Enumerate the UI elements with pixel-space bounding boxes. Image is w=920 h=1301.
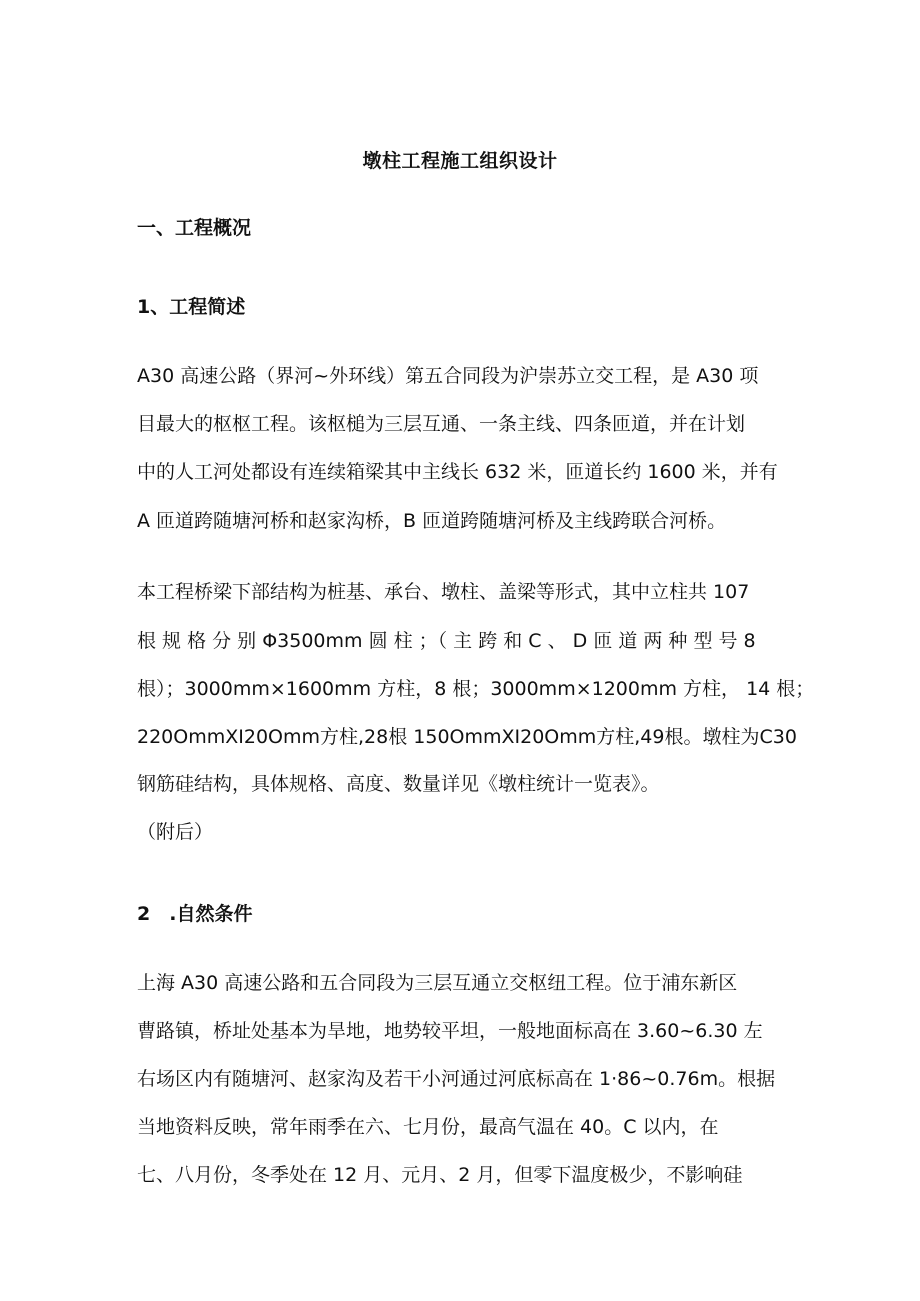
paragraph-line: 曹路镇，桥址处基本为旱地，地势较平坦，一般地面标高在 3.60~6.30 左 (137, 1020, 763, 1042)
paragraph-line: 根）；3000mm×1600mm 方柱，8 根；3000mm×1200mm 方柱， 14 根； (137, 678, 815, 700)
paragraph-line: 上海 A30 高速公路和五合同段为三层互通立交枢纽工程。位于浦东新区 (137, 972, 738, 994)
paragraph-line: A30 高速公路（界河~外环线）第五合同段为沪崇苏立交工程，是 A30 项 (137, 365, 759, 387)
paragraph-line: 当地资料反映，常年雨季在六、七月份，最高气温在 40。C 以内，在 (137, 1116, 719, 1138)
paragraph-line: 右场区内有随塘河、赵家沟及若干小河通过河底标高在 1·86~0.76m。根据 (137, 1068, 776, 1090)
subsection-heading-natural-conditions: 2 .自然条件 (137, 903, 253, 925)
paragraph-line: 根 规 格 分 别 Φ3500mm 圆 柱 ；（ 主 跨 和 C 、 D 匝 道 两 种 型 号 8 (137, 630, 756, 652)
paragraph-line: 中的人工河处都设有连续箱梁其中主线长 632 米，匝道长约 1600 米，并有 (137, 461, 778, 483)
paragraph-line: （附后） (137, 821, 214, 843)
paragraph-line: 目最大的枢枢工程。该枢槌为三层互通、一条主线、四条匝道，并在计划 (137, 413, 746, 435)
paragraph-line: 钢筋硅结构，具体规格、高度、数量详见《墩柱统计一览表》。 (137, 773, 660, 795)
paragraph-line: 本工程桥梁下部结构为桩基、承台、墩柱、盖梁等形式，其中立柱共 107 (137, 581, 750, 603)
document-title: 墩柱工程施工组织设计 (362, 150, 558, 172)
subsection-heading-summary: 1、工程简述 (137, 296, 246, 318)
paragraph-line: 220OmmXI20Omm方柱,28根 150OmmXI20Omm方柱,49根。墩柱为C30 (137, 726, 797, 748)
section-heading-overview: 一、工程概况 (137, 217, 252, 239)
paragraph-line: A 匝道跨随塘河桥和赵家沟桥，B 匝道跨随塘河桥及主线跨联合河桥。 (137, 510, 727, 532)
paragraph-line: 七、八月份，冬季处在 12 月、元月、2 月，但零下温度极少，不影响硅 (137, 1164, 743, 1186)
